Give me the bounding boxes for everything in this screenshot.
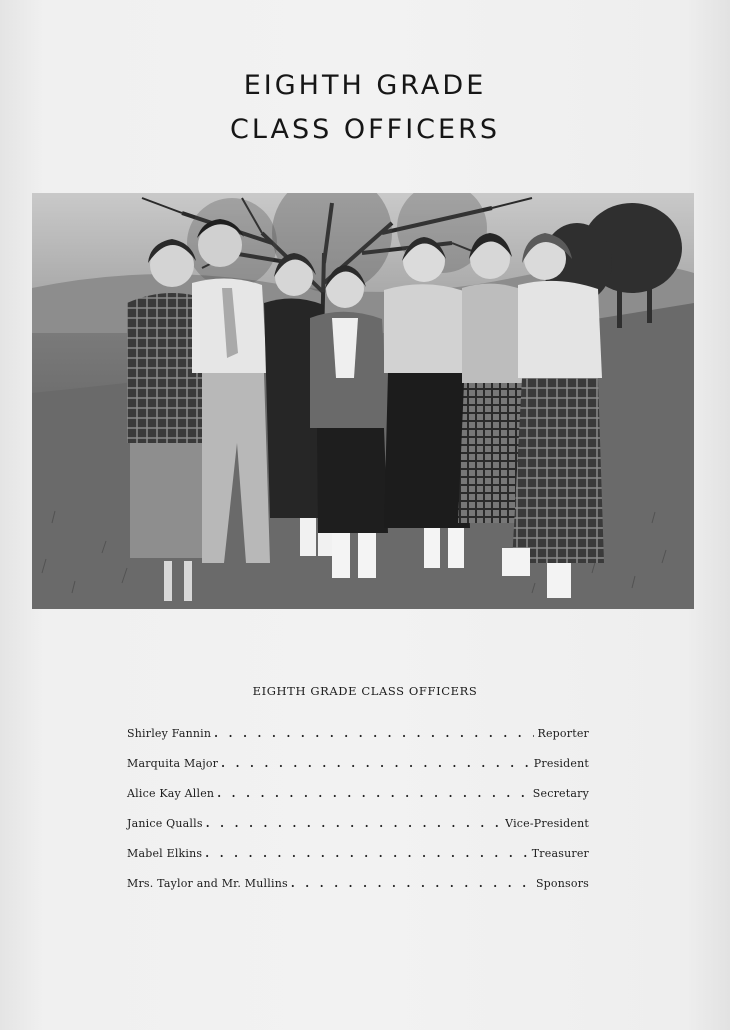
- page-title-line-1: EIGHTH GRADE: [243, 70, 487, 101]
- officer-role: Sponsors: [535, 877, 589, 890]
- group-photo-image: [32, 193, 694, 609]
- roster-row: [127, 727, 589, 757]
- roster-row: [127, 757, 589, 787]
- group-photo: [32, 193, 694, 609]
- dot-leader: [217, 787, 530, 800]
- dot-leader: [214, 727, 534, 740]
- roster-row: [127, 847, 589, 877]
- officer-roster: [127, 727, 589, 907]
- roster-row: [127, 877, 589, 907]
- dot-leader: [221, 757, 531, 770]
- roster-row: [127, 817, 589, 847]
- roster-title: EIGHTH GRADE CLASS OFFICERS: [252, 684, 478, 698]
- page-title-line-2: CLASS OFFICERS: [230, 114, 500, 145]
- officer-role: Treasurer: [531, 847, 589, 860]
- officer-name: Mrs. Taylor and Mr. Mullins: [127, 877, 288, 890]
- officer-role: Vice-President: [505, 817, 589, 830]
- officer-name: Janice Qualls: [127, 817, 203, 830]
- dot-leader: [291, 877, 533, 890]
- officer-name: Alice Kay Allen: [127, 787, 215, 800]
- roster-row: [127, 787, 589, 817]
- officer-role: President: [533, 757, 589, 770]
- officer-name: Shirley Fannin: [127, 727, 212, 740]
- officer-name: Mabel Elkins: [127, 847, 203, 860]
- officer-role: Secretary: [532, 787, 589, 800]
- officer-role: Reporter: [537, 727, 589, 740]
- dot-leader: [205, 847, 529, 860]
- officer-name: Marquita Major: [127, 757, 219, 770]
- dot-leader: [206, 817, 502, 830]
